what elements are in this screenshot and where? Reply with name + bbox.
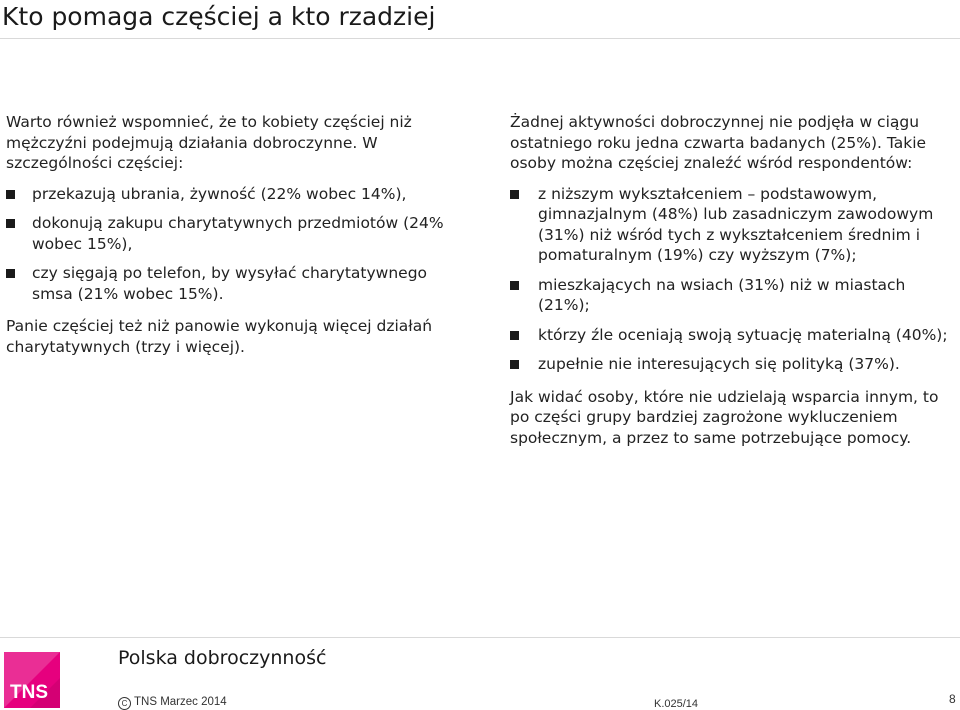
footer-divider bbox=[0, 637, 960, 638]
list-item-text: z niższym wykształceniem – podstawowym, gimnazjalnym (48%) lub zasadniczym zawodowym (31%) niż wśród tych z wykształceniem średnim i pomaturalnym (19%) czy wyższym (7%); bbox=[538, 184, 934, 264]
title-divider bbox=[0, 38, 960, 39]
square-bullet-icon bbox=[510, 360, 519, 369]
slide-title: Kto pomaga częściej a kto rzadziej bbox=[2, 2, 436, 31]
page-number: 8 bbox=[949, 692, 956, 706]
list-item bbox=[6, 213, 446, 254]
list-item-text: zupełnie nie interesujących się polityką (37%). bbox=[538, 355, 900, 373]
right-closing: Jak widać osoby, które nie udzielają wsparcia innym, to po części grupy bardziej zagrożone wykluczeniem społecznym, a przez to same potrzebujące pomocy. bbox=[510, 387, 939, 447]
right-column bbox=[510, 112, 950, 458]
footer-title: Polska dobroczynność bbox=[118, 647, 327, 669]
list-item-text: czy sięgają po telefon, by wysyłać charytatywnego smsa (21% wobec 15%). bbox=[32, 264, 428, 303]
list-item-text: przekazują ubrania, żywność (22% wobec 14%), bbox=[32, 184, 407, 203]
square-bullet-icon bbox=[510, 281, 519, 290]
list-item bbox=[6, 263, 446, 304]
square-bullet-icon bbox=[510, 331, 519, 340]
left-column bbox=[6, 112, 446, 367]
copyright-icon: C bbox=[118, 697, 131, 710]
list-item bbox=[510, 354, 950, 375]
list-item bbox=[6, 184, 446, 205]
square-bullet-icon bbox=[6, 219, 15, 228]
square-bullet-icon bbox=[6, 269, 15, 278]
left-intro: Warto również wspomnieć, że to kobiety częściej niż mężczyźni podejmują działania dobroczynne. W szczególności częściej: bbox=[6, 113, 412, 172]
tns-logo bbox=[4, 652, 60, 708]
list-item-text: mieszkających na wsiach (31%) niż w miastach (21%); bbox=[538, 275, 906, 314]
right-intro: Żadnej aktywności dobroczynnej nie podjęła w ciągu ostatniego roku jedna czwarta badanych (25%). Takie osoby można częściej znaleźć wśród respondentów: bbox=[510, 113, 927, 172]
list-item bbox=[510, 184, 950, 266]
left-closing: Panie częściej też niż panowie wykonują więcej działań charytatywnych (trzy i więcej). bbox=[6, 317, 433, 356]
logo-text: TNS bbox=[10, 682, 48, 703]
list-item bbox=[510, 275, 950, 316]
square-bullet-icon bbox=[510, 190, 519, 199]
report-code: K.025/14 bbox=[654, 698, 699, 710]
list-item bbox=[510, 325, 950, 346]
left-bullet-list bbox=[6, 184, 446, 305]
right-bullet-list bbox=[510, 184, 950, 375]
square-bullet-icon bbox=[6, 190, 15, 199]
copyright bbox=[118, 696, 227, 710]
list-item-text: dokonują zakupu charytatywnych przedmiotów (24% wobec 15%), bbox=[32, 214, 444, 253]
copyright-text: TNS Marzec 2014 bbox=[134, 696, 227, 708]
list-item-text: którzy źle oceniają swoją sytuację materialną (40%); bbox=[538, 325, 948, 344]
